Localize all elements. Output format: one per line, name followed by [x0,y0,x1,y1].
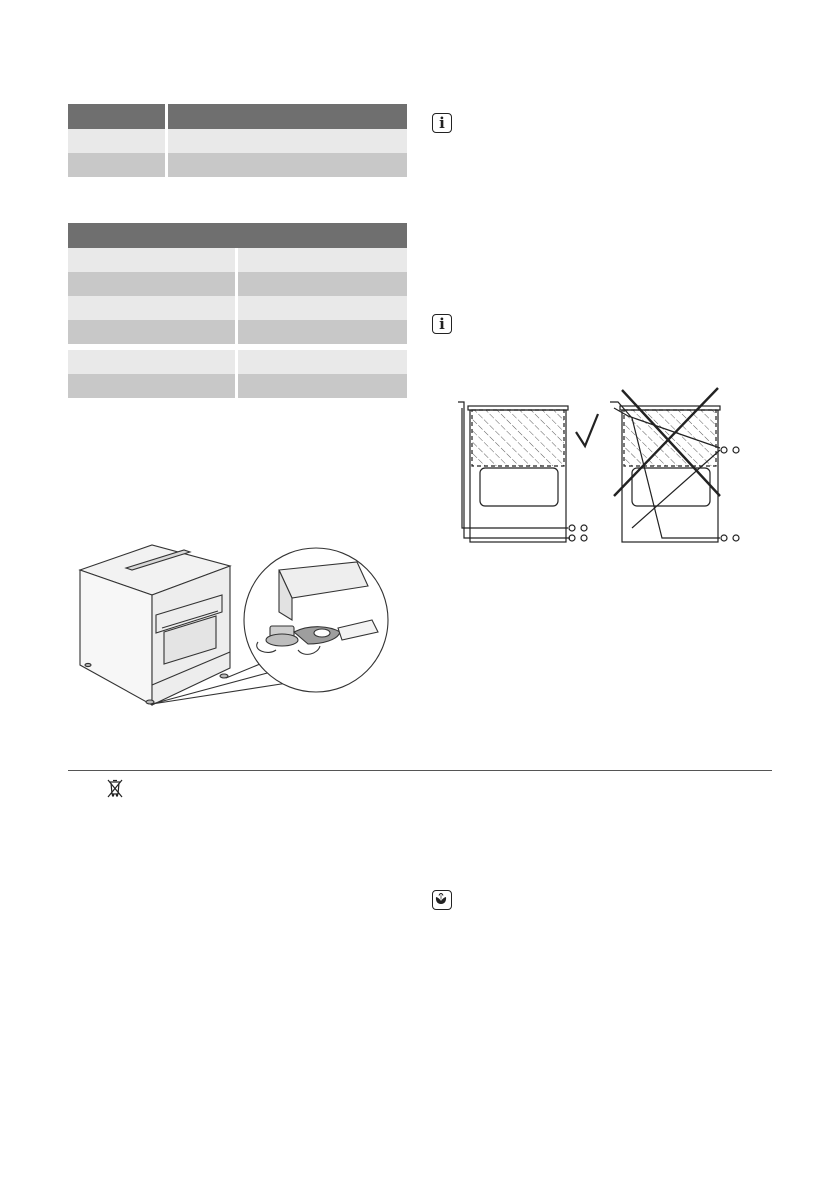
table-cell [238,248,407,272]
table-header-cell [68,223,407,248]
table-row [68,248,407,272]
table-row [68,320,407,344]
table-row [68,374,407,398]
table-row [68,129,407,153]
dimensions-table [68,104,407,177]
table-cell [168,129,407,153]
table-cell [68,296,238,320]
table-cell [68,153,168,177]
table-cell [68,350,238,374]
table-row [68,350,407,374]
table-cell [238,350,407,374]
crossed-bin-icon [107,779,123,799]
table-cell [238,296,407,320]
cooker-levelling-illustration [72,540,402,715]
table-cell [238,272,407,296]
anti-tilt-diagram [452,388,752,548]
table-row [68,153,407,177]
section-divider [68,770,772,771]
specifications-table [68,223,407,398]
table-cell [68,272,238,296]
table-cell [68,248,238,272]
table-header-cell [68,104,168,129]
environment-icon [432,890,452,910]
table-cell [68,320,238,344]
table-cell [68,374,238,398]
table-row [68,272,407,296]
table-cell [238,320,407,344]
table-cell [238,374,407,398]
table-header-row [68,223,407,248]
info-icon: i [432,314,452,334]
info-icon: i [432,113,452,133]
table-cell [68,129,168,153]
table-header-row [68,104,407,129]
table-header-cell [168,104,407,129]
table-cell [168,153,407,177]
table-row [68,296,407,320]
